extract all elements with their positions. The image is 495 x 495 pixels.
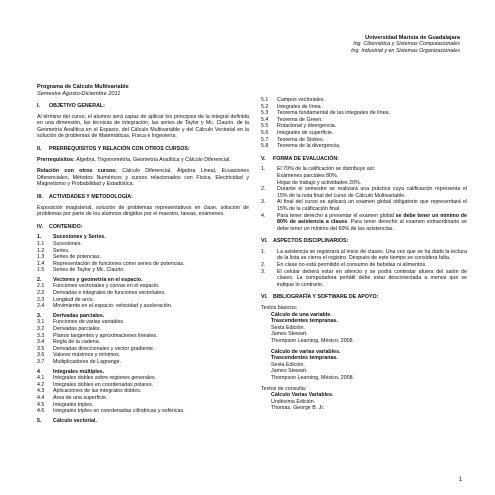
item-text: Integrales de superficie. (277, 129, 334, 136)
item-number: 1.4 (37, 260, 45, 267)
list-item (261, 143, 467, 150)
item-number: 4.1 (37, 375, 45, 382)
relations-label: Relación con otros cursos: (37, 168, 117, 175)
section-number: II. (37, 145, 42, 152)
item-number: 3.4 (37, 339, 45, 346)
item-text: Funciones vectoriales y curvas en el espacio. (53, 283, 160, 290)
section-heading (37, 146, 249, 153)
item-number: 5.6 (261, 129, 269, 136)
list-item (37, 248, 249, 255)
evaluation-item: Al final del curso se aplicará un examen global obligatorio que representará el 15% de la calificación final. (277, 199, 467, 212)
item-number: 5.7 (261, 136, 269, 143)
list-item (37, 418, 249, 425)
item-number: 4.3 (37, 388, 45, 395)
item-text: Derivadas parciales. (53, 326, 101, 333)
item-number: 3.1 (37, 319, 45, 326)
list-item (37, 277, 249, 284)
item-text: Funciones de varias variables. (53, 319, 125, 326)
list-item (37, 283, 249, 290)
list-item: 1. El 70% de la calificación se distribuye así: Exámenes parciales 80%. Hojas de trabajo y actividades 20%. (261, 166, 467, 186)
item-number: 5.4 (261, 116, 269, 123)
list-item (261, 110, 467, 117)
item-text: Integrales triples. (53, 401, 94, 408)
item-text: Longitud de arco. (53, 296, 94, 303)
item-text: Representación de funciones como series de potencias. (53, 260, 185, 267)
content-list (37, 234, 249, 424)
item-text: Derivadas direccionales y vector gradiente. (53, 345, 155, 352)
page-number: 1 (458, 477, 462, 483)
list-item (37, 402, 249, 409)
evaluation-item: Para tener derecho a presentar el examen global se debe tener un mínimo de 80% de asistencia a clases. Para tener derecho al examen extraordinario se debe tener un mínimo del 60% de las asistencias. (277, 212, 467, 232)
item-number: 3.7 (37, 359, 45, 365)
bibliography-basic-label: Textos básicos: (261, 305, 298, 312)
relations-text (37, 168, 249, 188)
item-text: Teorema fundamental de las integrales de línea. (277, 110, 391, 117)
item-number: 3.5 (37, 345, 45, 352)
item-text: Vectores y geometría en el espacio. (53, 276, 143, 283)
item-number: 3. (37, 312, 42, 319)
item-number: 5.3 (261, 110, 269, 117)
list-item (261, 130, 467, 137)
item-number: 4 (37, 368, 40, 375)
list-item (261, 137, 467, 144)
section-number: V. (261, 155, 266, 162)
list-item (261, 97, 467, 104)
item-text: Series de potencias. (53, 254, 101, 261)
section-title: ASPECTOS DISCIPLINARIOS: (273, 238, 349, 245)
section-title: ACTIVIDADES Y METODOLOGÍA: (49, 193, 133, 200)
list-item (37, 319, 249, 326)
relations-value: Cálculo Diferencial, Álgebra Lineal, Ecuaciones Diferenciales, Métodos Numéricos y cursos relacionados con Física, Electricidad y Magnetismo y Probabilidad y Estadística. (37, 168, 249, 188)
section-heading (261, 238, 467, 245)
list-item (37, 388, 249, 395)
list-item (37, 303, 249, 310)
item-text: Cálculo vectorial. (53, 417, 97, 424)
list-item (37, 313, 249, 320)
list-item (37, 382, 249, 389)
prerequisites-text (37, 157, 249, 164)
list-item: 2. Durante el semestre se realizará una práctica cuya calificación representa el 15% de la nota final del curso de Cálculo Multivariable. (261, 186, 467, 199)
item-number: 5.8 (261, 143, 269, 150)
item-number: 2.4 (37, 303, 45, 310)
item-text: Movimiento en el espacio: velocidad y aceleración. (53, 303, 173, 310)
section-number: VI. (261, 238, 268, 245)
right-column (261, 97, 467, 412)
list-item (37, 359, 249, 366)
university-header (160, 35, 460, 54)
item-text: Integrales múltiples. (53, 368, 105, 375)
section-number: I. (37, 103, 40, 109)
section-number: VI. (261, 294, 268, 301)
section-number: III. (37, 193, 43, 200)
item-text: Series. (53, 247, 70, 254)
item-number: 4.4 (37, 394, 45, 401)
list-item (261, 117, 467, 124)
item-text: Derivadas parciales. (53, 312, 105, 319)
item-number: 3.6 (37, 352, 45, 359)
section-title: PRERREQUISITOS Y RELACIÓN CON OTROS CURSOS: (49, 145, 190, 152)
section-heading (37, 194, 249, 201)
left-column (37, 97, 249, 424)
item-text: Derivadas e integrales de funciones vectoriales. (53, 290, 166, 297)
discipline-item: El celular deberá estar en silencio y se podrá contestar afuera del salón de clases. La computadora portátil debe estar desconectada a menos que se indique lo contrario. (277, 268, 467, 288)
list-item (37, 241, 249, 248)
item-text: Multiplicadores de Lagrange. (53, 359, 122, 365)
methodology-text: Exposición magisterial, solución de problemas representativos en clase, solución de problemas por parte de los alumnos dirigidos por el maestro, tareas, exámenes. (37, 204, 249, 218)
item-number: 4.6 (37, 408, 45, 415)
item-number: 5.1 (261, 97, 269, 103)
item-number: 2.2 (37, 290, 45, 297)
section-title: BIBLIOGRAFÍA Y SOFTWARE DE APOYO: (273, 294, 379, 301)
list-item (37, 339, 249, 346)
item-number: 3.3 (37, 332, 45, 339)
list-item (37, 234, 249, 241)
list-item: 2. En clase no está permitido el consumo de bebidas ni alimentos. (261, 262, 467, 269)
item-text: Área de una superficie. (53, 394, 108, 401)
item-text: Valores máximos y mínimos. (53, 352, 121, 359)
list-item (37, 408, 249, 415)
list-item (37, 254, 249, 261)
section-number: IV. (37, 223, 43, 230)
prerequisites-value: Álgebra, Trigonometría, Geometría Analítica y Cálculo Diferencial. (74, 156, 231, 163)
list-item (37, 326, 249, 333)
list-item (37, 297, 249, 304)
evaluation-item: Durante el semestre se realizará una práctica cuya calificación representa el 15% de la nota final del curso de Cálculo Multivariable. (277, 186, 467, 199)
list-item: 1. La asistencia se registrará al inicio de clases. Una vez que se ha dado la lectura de la lista se cierra el registro. Después de este tiempo se considera falta. (261, 248, 467, 262)
objective-text: Al término del curso, el alumno será capaz de aplicar los principios de la integral definida en una dimensión, las técnicas de integración, las series de Taylor y Mc. Claurin, de la Geometría Analítica en el Espacio, del Cálculo Multivariable y del Cálculo Vectorial en la solución de problemas de Matemáticas, Física e Ingeniería. (37, 113, 249, 140)
item-text: Integrales de línea. (277, 103, 323, 110)
list-item (37, 352, 249, 359)
list-item: 3. El celular deberá estar en silencio y se podrá contestar afuera del salón de clases. La computadora portátil debe estar desconectada a menos que se indique lo contrario. (261, 268, 467, 288)
item-text: Teorema de la divergencia. (277, 143, 341, 150)
section-heading (261, 294, 467, 301)
prerequisites-label: Prerrequisitos: (37, 156, 75, 163)
item-text: Series de Taylor y Mc. Claurin. (53, 267, 125, 274)
item-text: Teorema de Stokes. (277, 136, 325, 143)
program-title: Programa de Cálculo Multivariable (37, 84, 129, 90)
list-item (37, 333, 249, 340)
content-list-continued (261, 97, 467, 150)
item-text: Sucesiones. (53, 240, 82, 247)
list-item (37, 375, 249, 382)
list-item (37, 346, 249, 353)
degree-line-1: Ing. Cibernética y Sistemas Computacionales (353, 41, 460, 48)
item-text: Regla de la cadena. (53, 339, 101, 346)
discipline-item: La asistencia se registrará al inicio de clases. Una vez que se ha dado la lectura de la lista se cierra el registro. Después de este tiempo se considera falta. (277, 248, 467, 262)
bibliography-entry: Cálculo de una variable. Trascendentes tempranas. Sexta Edición. James Stewart. Thompson Learning, México, 2008. Cálculo de varias variables. Trascendentes tempranas. Sexta Edición. James Stewart. Thompson Learning, México, 2008. (271, 311, 355, 381)
section-heading (37, 224, 249, 231)
item-text: Integrales dobles sobre regiones generales. (53, 375, 157, 382)
university-name: Universidad Marista de Guadalajara (365, 35, 460, 41)
bibliography-entry: Cálculo Varias Variables. Undécima Edición. Thomas, George B. Jr. (271, 392, 334, 412)
list-item (37, 290, 249, 297)
list-item (261, 104, 467, 111)
section-heading (261, 156, 467, 163)
item-number: 1.1 (37, 240, 45, 247)
item-text: Campos vectoriales. (277, 97, 325, 103)
evaluation-item: El 70% de la calificación se distribuye así: Exámenes parciales 80%. Hojas de trabajo y actividades 20%. (277, 166, 376, 186)
item-number: 2. (37, 276, 42, 283)
item-text: Integrales dobles en coordenadas polares. (53, 381, 154, 388)
list-item (37, 261, 249, 268)
item-text: Planos tangentes y aproximaciones lineales. (53, 332, 158, 339)
item-number: 5.2 (261, 103, 269, 110)
item-number: 2.3 (37, 296, 45, 303)
item-text: Sucesiones y Series. (53, 234, 106, 241)
degree-line-2: Ing. Industrial y en Sistemas Organizacionales (351, 47, 460, 54)
section-heading (37, 103, 249, 110)
list-item (37, 369, 249, 376)
section-title: FORMA DE EVALUACIÓN: (273, 155, 339, 162)
list-item (37, 395, 249, 402)
list-item (261, 123, 467, 130)
program-semester: Semestre Agosto-Diciembre 2011 (37, 90, 121, 97)
item-number: 4.5 (37, 401, 45, 408)
list-item: 4. Para tener derecho a presentar el examen global se debe tener un mínimo de 80% de asistencia a clases. Para tener derecho al examen extraordinario se debe tener un mínimo del 60% de las asistencias. (261, 212, 467, 232)
program-heading (37, 84, 129, 97)
list-item (37, 267, 249, 274)
item-text: Teorema de Green. (277, 116, 323, 123)
item-number: 4.2 (37, 381, 45, 388)
item-number: 1. (37, 234, 42, 241)
item-text: Integrales triples en coordenadas cilíndricas y esféricas. (53, 408, 185, 415)
item-number: 1.3 (37, 254, 45, 261)
item-text: Rotacional y divergencia. (277, 123, 337, 130)
section-title: CONTENIDO: (49, 223, 83, 230)
bibliography-consult-label: Textos de consulta: (261, 385, 307, 392)
discipline-item: En clase no está permitido el consumo de bebidas ni alimentos. (277, 262, 427, 269)
item-number: 5. (37, 417, 42, 424)
section-title: OBJETIVO GENERAL: (49, 103, 105, 109)
item-number: 2.1 (37, 283, 45, 290)
item-number: 5.5 (261, 123, 269, 130)
item-text: Aplicaciones de las integrales dobles. (53, 388, 142, 395)
item-number: 1.5 (37, 267, 45, 274)
item-number: 3.2 (37, 326, 45, 333)
list-item: 3. Al final del curso se aplicará un examen global obligatorio que representará el 15% de la calificación final. (261, 199, 467, 212)
item-number: 1.2 (37, 247, 45, 254)
